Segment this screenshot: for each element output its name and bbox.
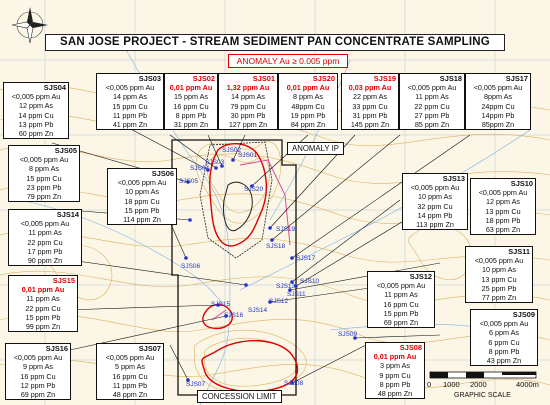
- sample-box-value: 12 ppm As: [486, 197, 520, 207]
- sample-box-value: 22 ppm Cu: [414, 101, 450, 111]
- anomaly-au-outlines: [202, 144, 297, 392]
- sample-box-value: 99 ppm Zn: [25, 322, 61, 332]
- scale-caption: GRAPHIC SCALE: [454, 392, 511, 399]
- sample-box-sjs16: [5, 343, 71, 400]
- sample-box-value: <0,005 ppm Au: [105, 83, 155, 93]
- topographic-contours: [0, 84, 550, 392]
- sample-box-value: 14 ppm Cu: [18, 110, 54, 120]
- sample-box-value: 10 ppm As: [482, 265, 516, 275]
- sample-box-value: 14 ppm Pb: [417, 210, 453, 220]
- sample-box-id: SJS09: [512, 310, 535, 319]
- sample-box-value: <0,005 ppm Au: [20, 219, 70, 229]
- sample-point-label-sjs06: SJS06: [181, 263, 201, 270]
- sample-box-id: SJS20: [312, 74, 335, 83]
- sample-point-label-sjs05: SJS05: [179, 178, 199, 185]
- sample-box-id: SJS06: [151, 169, 174, 178]
- sample-box-value: 31 ppm Zn: [173, 120, 209, 130]
- sample-box-sjs03: [96, 73, 164, 130]
- sample-point-label-sjs13: SJS13: [276, 283, 296, 290]
- sample-box-value: 30 ppm Pb: [230, 110, 266, 120]
- sample-box-value: 8 ppm As: [293, 92, 323, 102]
- sample-box-value: <0,005 ppm Au: [479, 319, 529, 329]
- sample-box-value: 79 ppm Zn: [26, 192, 62, 202]
- sample-box-sjs11: [465, 246, 533, 303]
- sample-box-value: 48 ppm Zn: [377, 389, 413, 399]
- sample-box-id: SJS01: [252, 74, 275, 83]
- sample-box-value: 16 ppm Cu: [20, 371, 56, 381]
- sample-box-value: 15 ppm As: [174, 92, 208, 102]
- sample-box-value: <0,005 ppm Au: [19, 155, 69, 165]
- sample-box-value: 15 ppm Cu: [26, 173, 62, 183]
- sample-box-value: 0,01 ppm Au: [169, 83, 213, 93]
- sample-box-value: 33 ppm Cu: [352, 101, 388, 111]
- sample-box-id: SJS07: [138, 344, 161, 353]
- anomaly-au-legend: ANOMALY Au ≥ 0.005 ppm: [228, 54, 348, 68]
- sample-box-value: 12 ppm As: [19, 101, 53, 111]
- sample-box-value: 69 ppm Zn: [20, 390, 56, 400]
- sample-box-value: 13 ppm Pb: [18, 119, 54, 129]
- sample-box-value: 13 ppm Cu: [481, 274, 517, 284]
- sample-box-sjs06: [107, 168, 177, 225]
- sample-point-label-sjs10: SJS10: [300, 278, 320, 285]
- sample-box-id: SJS08: [399, 343, 422, 352]
- sample-box-value: 48 ppm Zn: [112, 390, 148, 400]
- sample-box-value: 127 ppm Zn: [228, 120, 268, 130]
- scale-label-4000: 4000m: [516, 380, 539, 389]
- sample-box-value: 5 ppm As: [115, 362, 145, 372]
- sample-point-label-sjs20: SJS20: [244, 186, 264, 193]
- sample-box-sjs09: [470, 309, 538, 366]
- sample-box-value: 113 ppm Zn: [416, 220, 454, 230]
- sample-box-sjs02: [164, 73, 218, 130]
- sample-box-value: 15 ppm Pb: [124, 205, 160, 215]
- sample-box-value: <0,005 ppm Au: [117, 178, 167, 188]
- sample-box-value: 16 ppm Cu: [383, 299, 419, 309]
- sample-box-value: <0,005 ppm Au: [410, 183, 460, 193]
- sample-box-id: SJS04: [43, 83, 66, 92]
- sample-box-value: 85 ppm Zn: [414, 120, 450, 130]
- sample-box-value: 9 ppm As: [23, 362, 53, 372]
- sample-box-value: 16 ppm Cu: [173, 101, 209, 111]
- sample-box-value: <0,005 ppm Au: [478, 188, 528, 198]
- sample-box-value: 12 ppm Pb: [20, 380, 56, 390]
- sample-box-id: SJS18: [439, 74, 462, 83]
- sample-box-value: 145 ppm Zn: [350, 120, 390, 130]
- sample-point-label-sjs11: SJS11: [287, 291, 306, 298]
- sample-box-id: SJS14: [56, 210, 79, 219]
- sample-box-sjs20: [278, 73, 338, 130]
- sample-box-value: 8 ppm Pb: [379, 379, 411, 389]
- sample-point-label-sjs08: SJS08: [284, 380, 304, 387]
- sample-box-value: 15 ppm Cu: [112, 101, 148, 111]
- sample-box-value: 25 ppm Pb: [481, 283, 517, 293]
- sample-box-value: 22 ppm Cu: [25, 303, 61, 313]
- sample-box-value: 22 ppm As: [353, 92, 387, 102]
- sample-box-sjs08: [365, 342, 425, 399]
- sample-box-value: 13 ppm Cu: [485, 206, 521, 216]
- sample-box-value: 84 ppm Zn: [290, 120, 326, 130]
- sample-box-id: SJS19: [373, 74, 396, 83]
- sample-box-value: 79 ppm Cu: [230, 101, 266, 111]
- sample-box-value: 0,01 ppm Au: [21, 285, 65, 295]
- sample-box-value: 24ppm Cu: [481, 101, 515, 111]
- sample-box-value: 3 ppm As: [380, 361, 410, 371]
- sample-box-sjs05: [8, 145, 80, 202]
- sample-box-sjs10: [470, 178, 536, 235]
- sample-box-value: <0,005 ppm Au: [376, 281, 426, 291]
- sample-point-label-sjs09: SJS09: [338, 331, 358, 338]
- sample-point-label-sjs17: SJS17: [296, 255, 316, 262]
- sample-box-value: <0,005 ppm Au: [473, 83, 523, 93]
- sample-box-value: 11 ppm Pb: [112, 110, 148, 120]
- sample-box-value: 6 ppm As: [489, 328, 519, 338]
- sample-box-value: 32 ppm Cu: [417, 201, 453, 211]
- sample-box-id: SJS13: [442, 174, 465, 183]
- sample-box-value: 90 ppm Zn: [27, 256, 63, 266]
- sample-box-value: 15 ppm Pb: [383, 308, 419, 318]
- sample-box-sjs12: [367, 271, 435, 328]
- sample-box-value: 41 ppm Zn: [112, 120, 148, 130]
- sample-point-label-sjs19: SJS19: [276, 226, 296, 233]
- sample-box-value: 0,03 ppm Au: [348, 83, 392, 93]
- sample-box-value: 15 ppm Pb: [25, 312, 61, 322]
- sample-box-value: 10 ppm As: [418, 192, 452, 202]
- sample-box-value: <0,005 ppm Au: [11, 92, 61, 102]
- sample-box-sjs18: [399, 73, 465, 130]
- sample-box-value: 1,32 ppm Au: [226, 83, 270, 93]
- sample-box-sjs19: [341, 73, 399, 130]
- sample-box-value: 0,01 ppm Au: [373, 352, 417, 362]
- sample-box-sjs15: [8, 275, 78, 332]
- sample-box-value: 11 ppm As: [26, 294, 60, 304]
- sample-point-label-sjs14: SJS14: [248, 307, 268, 314]
- sample-box-value: 69 ppm Zn: [383, 318, 419, 328]
- sample-box-value: 11 ppm Pb: [112, 380, 148, 390]
- map-title: SAN JOSE PROJECT - STREAM SEDIMENT PAN CONCENTRATE SAMPLING: [45, 34, 505, 51]
- sample-box-value: <0,005 ppm Au: [13, 353, 63, 363]
- concession-limit-label: CONCESSION LIMIT: [197, 390, 282, 403]
- sample-point-label-sjs12: SJS12: [269, 298, 289, 305]
- sample-box-sjs14: [8, 209, 82, 266]
- sample-box-sjs13: [402, 173, 468, 230]
- sample-box-value: 31 ppm Pb: [352, 110, 388, 120]
- sample-box-value: 27 ppm Pb: [414, 110, 450, 120]
- sample-point-label-sjs02: SJS02: [222, 147, 242, 154]
- sample-box-value: 43 ppm Zn: [486, 356, 522, 366]
- sample-box-value: 22 ppm Cu: [27, 237, 63, 247]
- scale-label-2000: 2000: [470, 380, 487, 389]
- scale-bar-graphic: [430, 372, 536, 378]
- sample-point-label-sjs04: SJS04: [190, 165, 210, 172]
- scale-label-1000: 1000: [443, 380, 460, 389]
- sample-box-value: 19 ppm Pb: [290, 110, 326, 120]
- sample-box-id: SJS16: [45, 344, 68, 353]
- sample-box-value: 23 ppm Pb: [26, 182, 62, 192]
- sample-box-value: 18 ppm Pb: [485, 215, 521, 225]
- sample-box-value: 0,01 ppm Au: [286, 83, 330, 93]
- scale-label-0: 0: [427, 380, 432, 389]
- sample-box-sjs17: [465, 73, 531, 130]
- sample-box-value: 8 ppm Pb: [175, 110, 207, 120]
- sample-point-label-sjs07: SJS07: [186, 381, 206, 388]
- north-arrow-icon: [12, 7, 48, 43]
- sample-box-id: SJS10: [510, 179, 533, 188]
- sample-box-value: 63 ppm Zn: [485, 225, 521, 235]
- sample-box-value: 6 ppm Cu: [488, 337, 520, 347]
- sample-box-value: 16 ppm Cu: [112, 371, 148, 381]
- sample-box-sjs01: [218, 73, 278, 130]
- sample-box-id: SJS12: [409, 272, 432, 281]
- sample-box-value: 14 ppm As: [231, 92, 265, 102]
- sample-box-value: 10 ppm As: [125, 187, 159, 197]
- sample-box-value: 48ppm Cu: [291, 101, 325, 111]
- sample-box-sjs07: [96, 343, 164, 400]
- sample-box-value: 8ppm As: [484, 92, 512, 102]
- sample-box-value: 11 ppm As: [28, 228, 62, 238]
- sample-box-value: 60 ppm Zn: [18, 129, 54, 139]
- sample-box-value: 11 ppm As: [384, 290, 418, 300]
- anomaly-ip-label: ANOMALY IP: [287, 142, 344, 155]
- sample-box-value: 17 ppm Pb: [27, 246, 63, 256]
- sample-point-label-sjs18: SJS18: [266, 243, 286, 250]
- sample-box-id: SJS02: [192, 74, 215, 83]
- sample-point-label-sjs01: SJS01: [238, 152, 258, 159]
- sample-box-sjs04: [3, 82, 69, 139]
- sample-box-value: 77 ppm Zn: [481, 293, 517, 303]
- sample-box-value: <0,005 ppm Au: [474, 256, 524, 266]
- sample-point-label-sjs03: SJS03: [205, 159, 225, 166]
- sample-box-value: 8 ppm As: [29, 164, 59, 174]
- sample-box-id: SJS15: [52, 276, 75, 285]
- sample-box-value: 114 ppm Zn: [123, 215, 161, 225]
- sample-box-value: 11 ppm As: [415, 92, 449, 102]
- sample-box-id: SJS17: [505, 74, 528, 83]
- sample-box-value: 14 ppm As: [113, 92, 147, 102]
- sample-box-value: 9 ppm Cu: [379, 370, 411, 380]
- sample-box-value: 8 ppm Pb: [488, 346, 520, 356]
- sample-box-value: 18 ppm Cu: [124, 196, 160, 206]
- sample-point-label-sjs16: SJS16: [224, 312, 244, 319]
- sample-point-label-sjs15: SJS15: [211, 301, 231, 308]
- sample-box-value: 85ppm Zn: [481, 120, 515, 130]
- sample-box-id: SJS03: [138, 74, 161, 83]
- sample-box-id: SJS05: [54, 146, 77, 155]
- sample-box-value: 14ppm Pb: [481, 110, 515, 120]
- sample-box-value: <0,005 ppm Au: [105, 353, 155, 363]
- sample-box-value: <0,005 ppm Au: [407, 83, 457, 93]
- sample-box-id: SJS11: [508, 247, 530, 256]
